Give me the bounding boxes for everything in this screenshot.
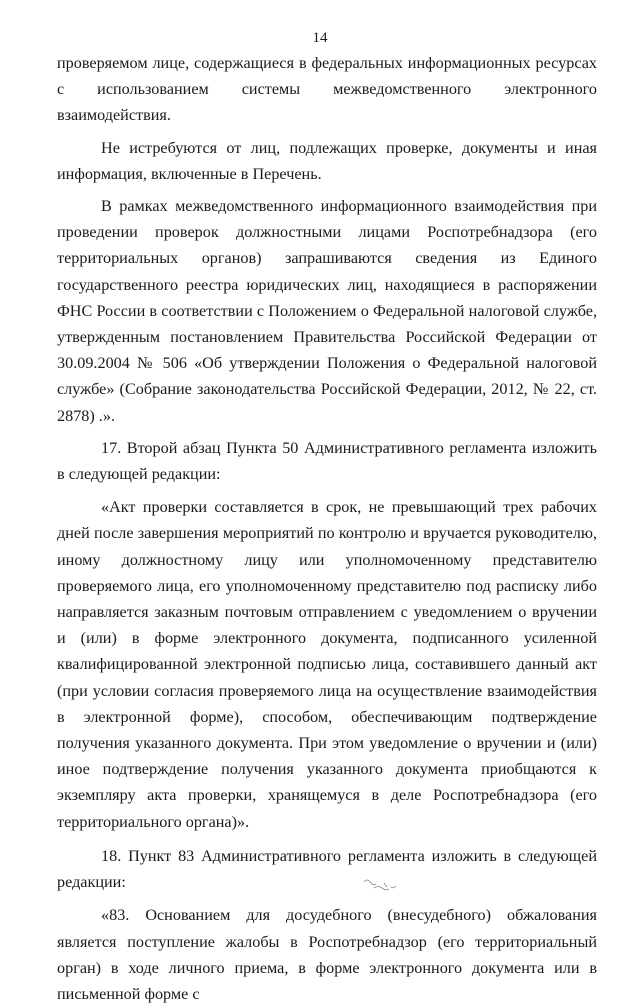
paragraph-continuation: проверяемом лице, содержащиеся в федеральных информационных ресурсах с использованием системы межведомственного электронного взаимодействия. <box>57 54 597 125</box>
paragraph-interagency-requests: В рамках межведомственного информационного взаимодействия при проведении проверок должностными лицами Роспотребнадзора (его территориальных органов) запрашиваются сведения из Единого государственного реестра юридических лиц, находящиеся в распоряжении ФНС России в соответствии с Положением о Федеральной налоговой службе, утвержденным постановлением Правительства Российской Федерации от 30.09.2004 № 506 «Об утверждении Положения о Федеральной налоговой службе» (Собрание законодательства Российской Федерации, 2012, № 22, ст. 2878) .». <box>57 197 597 425</box>
paragraph-item-17: 17. Второй абзац Пункта 50 Административного регламента изложить в следующей редакции: <box>57 438 597 484</box>
paragraph-inspection-act: «Акт проверки составляется в срок, не превышающий трех рабочих дней после завершения мероприятий по контролю и вручается руководителю, иному должностному лицу или уполномоченному представителю проверяемого лица, его уполномоченному представителю под расписку либо направляется заказным почтовым отправлением с уведомлением о вручении и (или) в форме электронного документа, подписанного усиленной квалифицированной электронной подписью лица, составившего данный акт (при условии согласия проверяемого лица на осуществление взаимодействия в электронной форме), способом, обеспечивающим подтверждение получения указанного документа. При этом уведомление о вручении и (или) иное подтверждение получения указанного документа приобщаются к экземпляру акта проверки, хранящемуся в деле Роспотребнадзора (его территориального органа)». <box>57 498 597 831</box>
scan-mark <box>360 874 400 894</box>
document-body <box>57 50 597 1007</box>
paragraph-item-18: 18. Пункт 83 Административного регламента изложить в следующей редакции: <box>57 846 597 892</box>
paragraph-documents-not-required: Не истребуются от лиц, подлежащих проверке, документы и иная информация, включенные в Перечень. <box>57 138 597 183</box>
page-number: 14 <box>312 30 328 46</box>
paragraph-item-83: «83. Основанием для досудебного (внесудебного) обжалования является поступление жалобы в Роспотребнадзор (его территориальный орган) в ходе личного приема, в форме электронного документа или в письменной форме с <box>57 906 597 1003</box>
